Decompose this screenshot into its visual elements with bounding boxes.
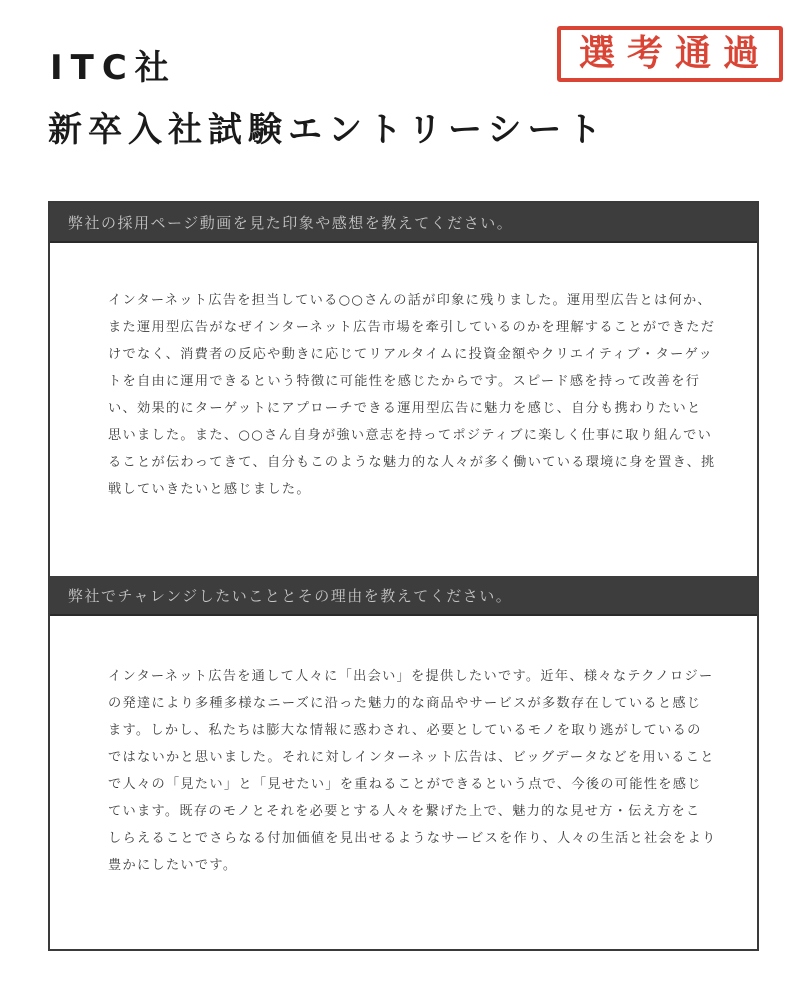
answer-line: トを自由に運用できるという特徴に可能性を感じたからです。スピード感を持って改善を行 (108, 374, 701, 389)
answer-line: い、効果的にターゲットにアプローチできる運用型広告に魅力を感じ、自分も携わりたいと (108, 401, 702, 416)
entry-sheet (48, 201, 759, 951)
answer-line: インターネット広告を通して人々に「出会い」を提供したいです。近年、様々なテクノロジー (108, 669, 714, 684)
answer-line: 豊かにしたいです。 (108, 858, 238, 873)
answer-text (50, 243, 757, 576)
question-section-1 (50, 203, 757, 576)
answer-line: ます。しかし、私たちは膨大な情報に惑わされ、必要としているモノを取り逃がしているの (108, 723, 702, 738)
answer-line: 思いました。また、○○さん自身が強い意志を持ってポジティブに楽しく仕事に取り組んでい (108, 428, 713, 443)
selection-passed-stamp: 選考通過 (557, 26, 783, 82)
answer-line: また運用型広告がなぜインターネット広告市場を牽引しているのかを理解することができただ (108, 320, 716, 335)
answer-line: けでなく、消費者の反応や動きに応じてリアルタイムに投資金額やクリエイティブ・ターゲッ (108, 347, 714, 362)
question-header: 弊社の採用ページ動画を見た印象や感想を教えてください。 (50, 203, 757, 243)
answer-line: の発達により多種多様なニーズに沿った魅力的な商品やサービスが多数存在していると感じ (108, 696, 702, 711)
answer-line: ています。既存のモノとそれを必要とする人々を繋げた上で、魅力的な見せ方・伝え方をこ (108, 804, 701, 819)
answer-line: 戦していきたいと感じました。 (108, 482, 311, 497)
company-name: ITC社 (50, 48, 177, 88)
question-header: 弊社でチャレンジしたいこととその理由を教えてください。 (50, 576, 757, 616)
answer-line: ではないかと思いました。それに対しインターネット広告は、ビッグデータなどを用いること (108, 750, 715, 765)
document-title: 新卒入社試験エントリーシート (48, 110, 608, 150)
answer-line: で人々の「見たい」と「見せたい」を重ねることができるという点で、今後の可能性を感じ (108, 777, 702, 792)
answer-text (50, 616, 757, 879)
answer-line: しらえることでさらなる付加価値を見出せるようなサービスを作り、人々の生活と社会をより (108, 831, 717, 846)
answer-line: インターネット広告を担当している○○さんの話が印象に残りました。運用型広告とは何か、 (108, 293, 712, 308)
answer-line: ることが伝わってきて、自分もこのような魅力的な人々が多く働いている環境に身を置き、挑 (108, 455, 716, 470)
question-section-2 (50, 576, 757, 879)
